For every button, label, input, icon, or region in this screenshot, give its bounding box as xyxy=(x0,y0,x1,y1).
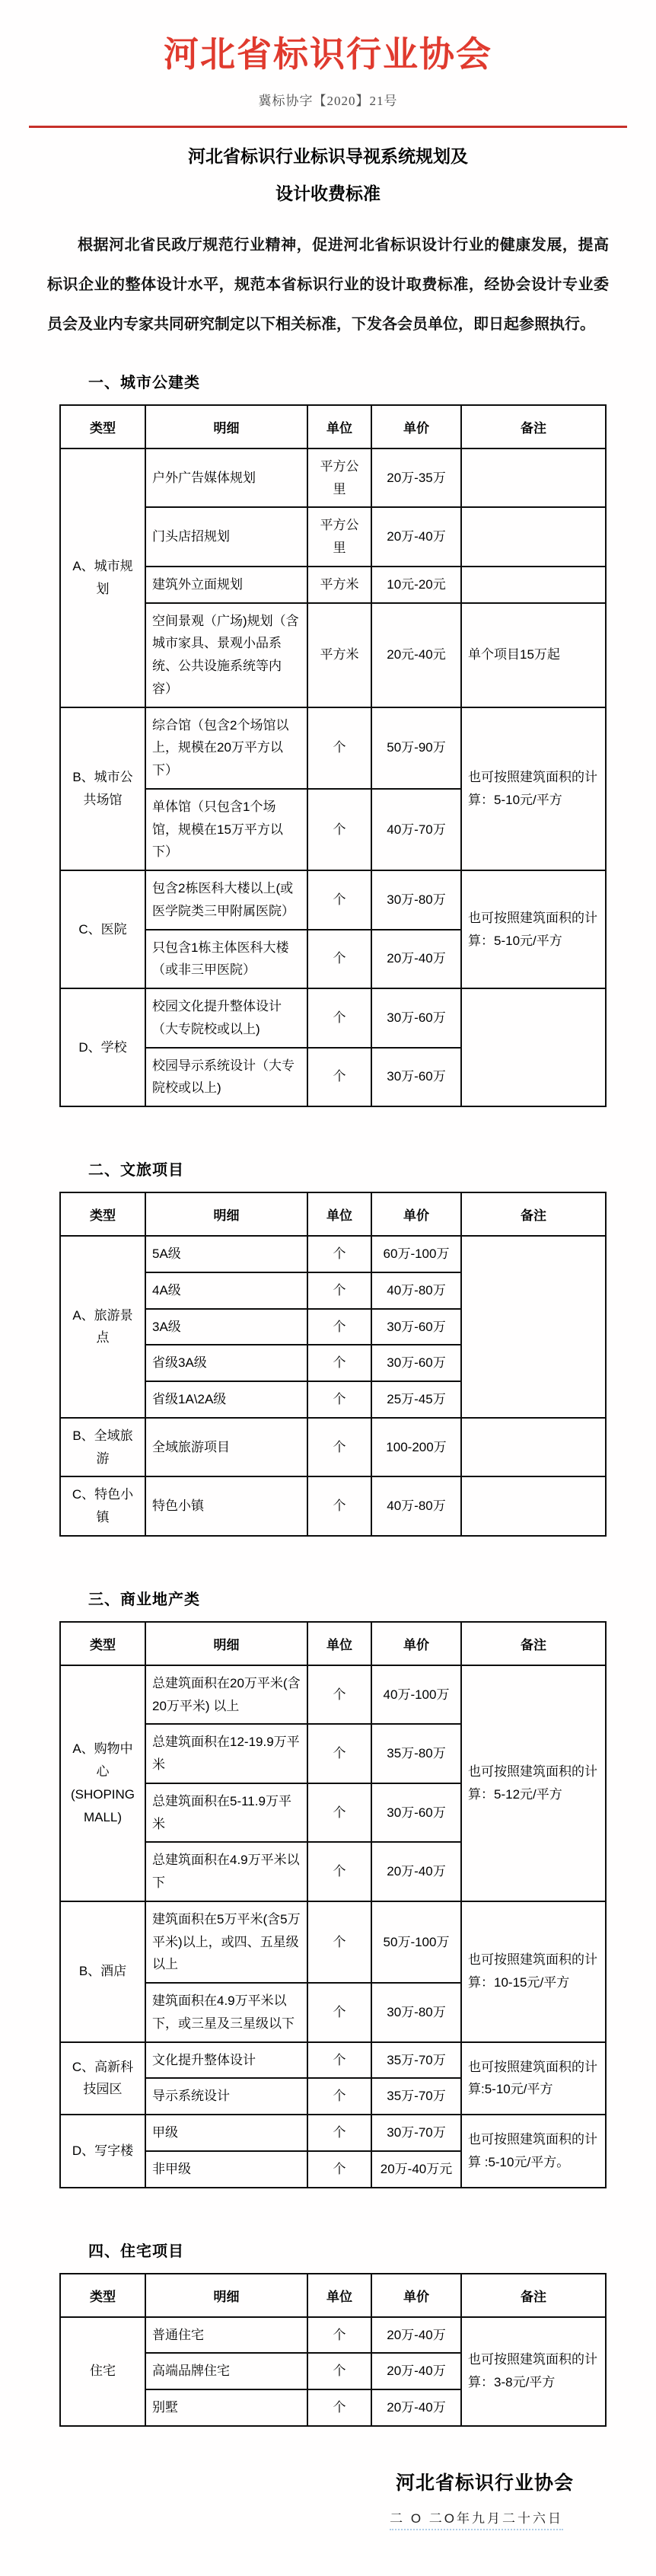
detail-cell: 户外广告媒体规划 xyxy=(145,448,307,508)
type-cell: 住宅 xyxy=(60,2317,145,2426)
unit-cell: 个 xyxy=(307,1272,371,1309)
unit-cell: 个 xyxy=(307,1842,371,1901)
column-header: 类型 xyxy=(60,1622,145,1665)
unit-cell: 个 xyxy=(307,1783,371,1843)
table-row xyxy=(60,2042,606,2079)
header-row xyxy=(60,1622,606,1665)
note-cell: 也可按照建筑面积的计算：10-15元/平方 xyxy=(461,1901,606,2042)
unit-cell: 个 xyxy=(307,1236,371,1272)
table-row xyxy=(60,2317,606,2354)
detail-cell: 建筑外立面规划 xyxy=(145,567,307,603)
sections-container xyxy=(29,370,627,2427)
column-header: 单价 xyxy=(371,2274,461,2317)
unit-cell: 平方公里 xyxy=(307,507,371,567)
subtitle-line-2: 设计收费标准 xyxy=(275,183,381,203)
pricing-table xyxy=(59,1621,607,2188)
column-header: 备注 xyxy=(461,1622,606,1665)
detail-cell: 导示系统设计 xyxy=(145,2078,307,2115)
price-cell: 20万-40万 xyxy=(371,507,461,567)
footer-organization: 河北省标识行业协会 xyxy=(395,2472,574,2494)
column-header: 单价 xyxy=(371,1192,461,1236)
unit-cell: 个 xyxy=(307,1345,371,1381)
column-header: 明细 xyxy=(145,405,307,448)
detail-cell: 校园文化提升整体设计（大专院校或以上) xyxy=(145,988,307,1048)
type-cell: A、购物中心 (SHOPING MALL) xyxy=(60,1665,145,1901)
unit-cell: 个 xyxy=(307,1665,371,1725)
unit-cell: 个 xyxy=(307,2353,371,2389)
note-cell xyxy=(461,1418,606,1477)
column-header: 单位 xyxy=(307,2274,371,2317)
note-cell: 也可按照建筑面积的计算:5-10元/平方 xyxy=(461,2042,606,2115)
price-cell: 30万-70万 xyxy=(371,2115,461,2151)
type-cell: C、高新科技园区 xyxy=(60,2042,145,2115)
section-heading: 二、文旅项目 xyxy=(88,1162,184,1179)
unit-cell: 个 xyxy=(307,930,371,989)
unit-cell: 个 xyxy=(307,1983,371,2042)
type-cell: B、全域旅游 xyxy=(60,1418,145,1477)
detail-cell: 非甲级 xyxy=(145,2151,307,2188)
unit-cell: 个 xyxy=(307,1901,371,1983)
price-cell: 100-200万 xyxy=(371,1418,461,1477)
detail-cell: 空间景观（广场)规划（含城市家具、景观小品系统、公共设施系统等内容） xyxy=(145,603,307,707)
note-cell: 单个项目15万起 xyxy=(461,603,606,707)
price-cell: 30万-60万 xyxy=(371,1309,461,1345)
table-row xyxy=(60,1236,606,1272)
header-row xyxy=(60,2274,606,2317)
column-header: 备注 xyxy=(461,405,606,448)
price-cell: 30万-60万 xyxy=(371,1783,461,1843)
price-cell: 40万-80万 xyxy=(371,1476,461,1536)
detail-cell: 别墅 xyxy=(145,2389,307,2426)
price-cell: 20万-40万 xyxy=(371,1842,461,1901)
price-cell: 30万-80万 xyxy=(371,870,461,930)
column-header: 备注 xyxy=(461,2274,606,2317)
note-cell: 也可按照建筑面积的计算：5-10元/平方 xyxy=(461,870,606,988)
detail-cell: 包含2栋医科大楼以上(或医学院类三甲附属医院） xyxy=(145,870,307,930)
type-cell: C、医院 xyxy=(60,870,145,988)
pricing-table xyxy=(59,2273,607,2427)
price-cell: 10元-20元 xyxy=(371,567,461,603)
table-row xyxy=(60,1418,606,1477)
red-divider-line xyxy=(29,126,627,128)
type-cell: B、城市公共场馆 xyxy=(60,707,145,871)
price-cell: 20万-40万 xyxy=(371,930,461,989)
unit-cell: 个 xyxy=(307,2078,371,2115)
unit-cell: 个 xyxy=(307,1476,371,1536)
unit-cell: 个 xyxy=(307,707,371,789)
detail-cell: 普通住宅 xyxy=(145,2317,307,2354)
detail-cell: 总建筑面积在5-11.9万平米 xyxy=(145,1783,307,1843)
header-row xyxy=(60,1192,606,1236)
intro-paragraph: 根据河北省民政厅规范行业精神，促进河北省标识设计行业的健康发展，提高标识企业的整体设计水平，规范本省标识行业的设计取费标准，经协会设计专业委员会及业内专家共同研究制定以下相关标准，下发各会员单位，即日起参照执行。 xyxy=(47,236,609,333)
table-row xyxy=(60,988,606,1048)
unit-cell: 个 xyxy=(307,1418,371,1477)
unit-cell: 平方米 xyxy=(307,567,371,603)
table-row xyxy=(60,870,606,930)
section-heading: 三、商业地产类 xyxy=(88,1591,200,1608)
subtitle-line-1: 河北省标识行业标识导视系统规划及 xyxy=(188,145,468,166)
price-cell: 40万-70万 xyxy=(371,789,461,870)
price-cell: 30万-60万 xyxy=(371,1048,461,1107)
note-cell xyxy=(461,988,606,1106)
price-cell: 30万-80万 xyxy=(371,1983,461,2042)
unit-cell: 平方米 xyxy=(307,603,371,707)
detail-cell: 特色小镇 xyxy=(145,1476,307,1536)
unit-cell: 个 xyxy=(307,870,371,930)
price-cell: 60万-100万 xyxy=(371,1236,461,1272)
note-cell xyxy=(461,1476,606,1536)
unit-cell: 个 xyxy=(307,789,371,870)
unit-cell: 个 xyxy=(307,2115,371,2151)
detail-cell: 只包含1栋主体医科大楼（或非三甲医院） xyxy=(145,930,307,989)
note-cell xyxy=(461,567,606,603)
unit-cell: 个 xyxy=(307,1724,371,1783)
detail-cell: 建筑面积在4.9万平米以下，或三星及三星级以下 xyxy=(145,1983,307,2042)
price-cell: 35万-70万 xyxy=(371,2078,461,2115)
unit-cell: 平方公里 xyxy=(307,448,371,508)
price-cell: 40万-100万 xyxy=(371,1665,461,1725)
header-row xyxy=(60,405,606,448)
column-header: 单位 xyxy=(307,1622,371,1665)
column-header: 备注 xyxy=(461,1192,606,1236)
column-header: 单价 xyxy=(371,405,461,448)
column-header: 单位 xyxy=(307,405,371,448)
type-cell: A、旅游景点 xyxy=(60,1236,145,1418)
unit-cell: 个 xyxy=(307,2151,371,2188)
type-cell: C、特色小镇 xyxy=(60,1476,145,1536)
detail-cell: 省级3A级 xyxy=(145,1345,307,1381)
price-cell: 30万-60万 xyxy=(371,1345,461,1381)
unit-cell: 个 xyxy=(307,1309,371,1345)
price-cell: 20万-40万元 xyxy=(371,2151,461,2188)
detail-cell: 建筑面积在5万平米(含5万平米)以上，或四、五星级以上 xyxy=(145,1901,307,1983)
detail-cell: 校园导示系统设计（大专院校或以上) xyxy=(145,1048,307,1107)
price-cell: 35万-70万 xyxy=(371,2042,461,2079)
note-cell: 也可按照建筑面积的计算：3-8元/平方 xyxy=(461,2317,606,2426)
detail-cell: 高端品牌住宅 xyxy=(145,2353,307,2389)
type-cell: A、城市规划 xyxy=(60,448,145,707)
section xyxy=(29,2239,627,2427)
unit-cell: 个 xyxy=(307,2317,371,2354)
note-cell: 也可按照建筑面积的计算：5-10元/平方 xyxy=(461,707,606,871)
unit-cell: 个 xyxy=(307,2389,371,2426)
section-heading: 一、城市公建类 xyxy=(88,374,200,391)
detail-cell: 3A级 xyxy=(145,1309,307,1345)
price-cell: 20元-40元 xyxy=(371,603,461,707)
table-row xyxy=(60,1901,606,1983)
detail-cell: 5A级 xyxy=(145,1236,307,1272)
table-row xyxy=(60,1665,606,1725)
section xyxy=(29,370,627,1107)
detail-cell: 文化提升整体设计 xyxy=(145,2042,307,2079)
detail-cell: 门头店招规划 xyxy=(145,507,307,567)
column-header: 单价 xyxy=(371,1622,461,1665)
section-heading: 四、住宅项目 xyxy=(88,2242,184,2260)
detail-cell: 单体馆（只包含1个场馆，规模在15万平方以下） xyxy=(145,789,307,870)
price-cell: 50万-90万 xyxy=(371,707,461,789)
column-header: 明细 xyxy=(145,1192,307,1236)
price-cell: 30万-60万 xyxy=(371,988,461,1048)
price-cell: 40万-80万 xyxy=(371,1272,461,1309)
note-cell xyxy=(461,1236,606,1418)
document-subtitle xyxy=(29,145,627,203)
unit-cell: 个 xyxy=(307,2042,371,2079)
note-cell xyxy=(461,448,606,508)
pricing-table xyxy=(59,404,607,1107)
price-cell: 20万-35万 xyxy=(371,448,461,508)
detail-cell: 省级1A\2A级 xyxy=(145,1381,307,1418)
unit-cell: 个 xyxy=(307,1381,371,1418)
detail-cell: 总建筑面积在12-19.9万平米 xyxy=(145,1724,307,1783)
detail-cell: 总建筑面积在20万平米(含20万平米) 以上 xyxy=(145,1665,307,1725)
price-cell: 20万-40万 xyxy=(371,2389,461,2426)
note-cell xyxy=(461,507,606,567)
section xyxy=(29,1157,627,1537)
column-header: 单位 xyxy=(307,1192,371,1236)
price-cell: 25万-45万 xyxy=(371,1381,461,1418)
document-number: 冀标协字【2020】21号 xyxy=(258,93,398,108)
unit-cell: 个 xyxy=(307,1048,371,1107)
type-cell: D、学校 xyxy=(60,988,145,1106)
column-header: 明细 xyxy=(145,2274,307,2317)
price-cell: 35万-80万 xyxy=(371,1724,461,1783)
column-header: 明细 xyxy=(145,1622,307,1665)
table-row xyxy=(60,1476,606,1536)
detail-cell: 全域旅游项目 xyxy=(145,1418,307,1477)
price-cell: 20万-40万 xyxy=(371,2317,461,2354)
footer-date: 二 O 二O年九月二十六日 xyxy=(390,2507,563,2530)
column-header: 类型 xyxy=(60,2274,145,2317)
association-title: 河北省标识行业协会 xyxy=(164,34,492,74)
table-row xyxy=(60,448,606,508)
detail-cell: 甲级 xyxy=(145,2115,307,2151)
section xyxy=(29,1587,627,2188)
type-cell: D、写字楼 xyxy=(60,2115,145,2188)
note-cell: 也可按照建筑面积的计算：5-12元/平方 xyxy=(461,1665,606,1901)
column-header: 类型 xyxy=(60,405,145,448)
table-row xyxy=(60,707,606,789)
unit-cell: 个 xyxy=(307,988,371,1048)
table-row xyxy=(60,2115,606,2151)
pricing-table xyxy=(59,1192,607,1537)
note-cell: 也可按照建筑面积的计算 :5-10元/平方。 xyxy=(461,2115,606,2188)
detail-cell: 综合馆（包含2个场馆以上，规模在20万平方以下） xyxy=(145,707,307,789)
detail-cell: 总建筑面积在4.9万平米以下 xyxy=(145,1842,307,1901)
type-cell: B、酒店 xyxy=(60,1901,145,2042)
column-header: 类型 xyxy=(60,1192,145,1236)
price-cell: 20万-40万 xyxy=(371,2353,461,2389)
detail-cell: 4A级 xyxy=(145,1272,307,1309)
document-footer xyxy=(29,2468,627,2530)
price-cell: 50万-100万 xyxy=(371,1901,461,1983)
